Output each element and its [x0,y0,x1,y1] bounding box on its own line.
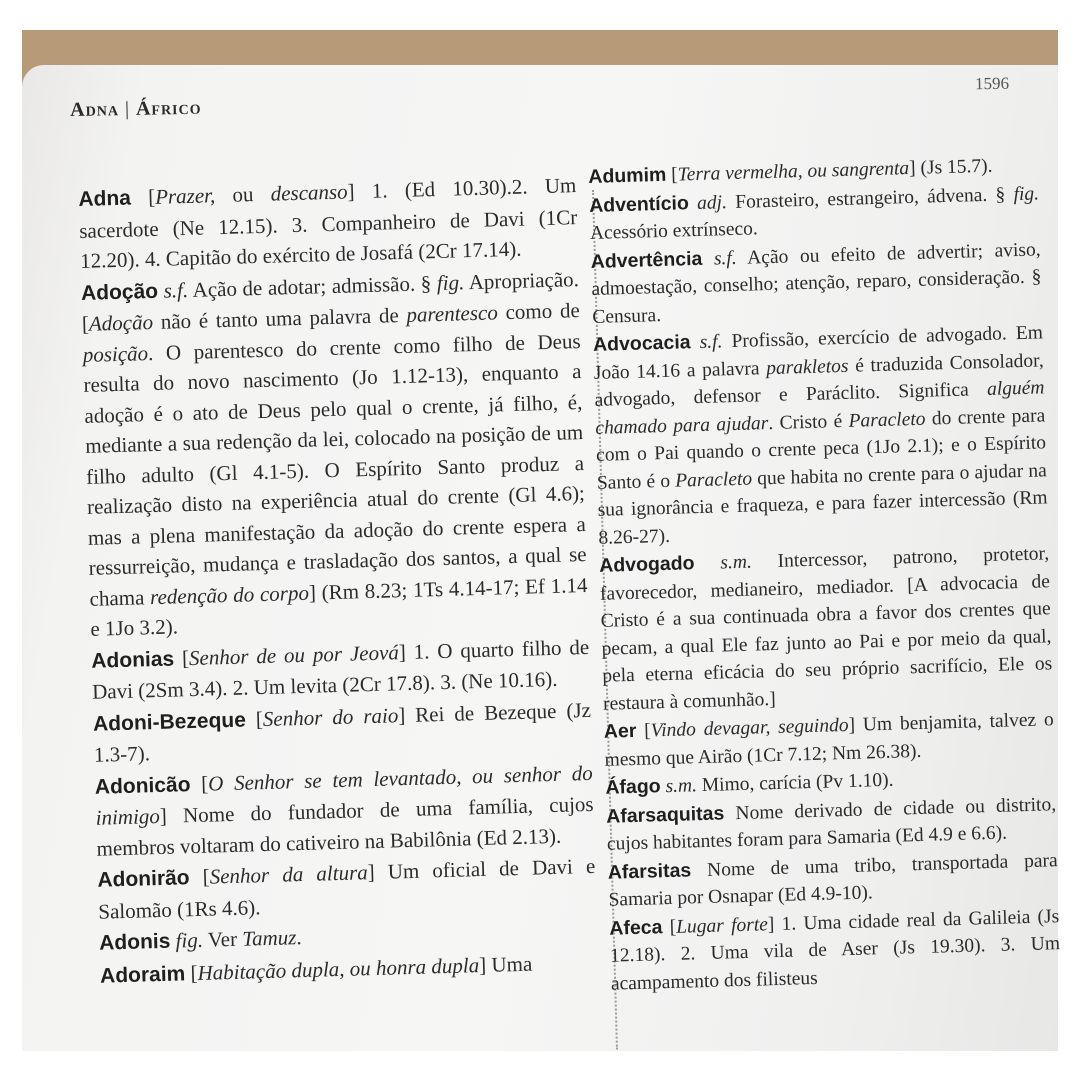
entry-text: fig. [1013,182,1040,205]
entry-text: [ [184,960,198,985]
dictionary-entry [593,319,1049,551]
entry-text: s.f. [163,277,189,303]
entry-text: Forasteiro, estrangeiro, ádvena. § [726,183,1014,213]
entry-text: que habita no crente para o ajudar na sua ignorância e fraqueza, e para fazer intercessão (Rm 8.26-27). [597,459,1048,549]
entry-term: Adonirão [97,866,190,892]
entry-text: posição [82,340,149,367]
entry-text: não é tanto uma palavra de [152,302,407,334]
entry-text: fig. [436,269,465,295]
entry-text: do crente para com o Pai quando o crente peca (1Jo 2.1); e o Espírito Santo é o [595,404,1047,494]
entry-term: Adumim [588,163,667,188]
entry-text: Tamuz [241,925,297,951]
entry-text: Habitação dupla, ou honra dupla [197,952,480,985]
entry-term: Adoni-Bezeque [92,708,247,736]
entry-text: s.f. [713,247,737,270]
entry-text: s.f. [699,331,723,353]
left-column [78,170,598,993]
entry-text: [ [173,645,190,670]
entry-text: ] Uma [478,951,533,977]
dictionary-entry [590,236,1042,331]
dictionary-entry [609,903,1061,998]
entry-text: Profissão, exercício de advogado. Em João 14.16 a palavra [593,322,1044,384]
right-column [588,151,1061,998]
header-separator: | [124,97,131,121]
entry-text: como de [497,298,581,325]
entry-term: Adoraim [99,961,186,988]
entry-text: Lugar forte [675,913,769,938]
entry-text: . [295,925,302,950]
entry-text: parakletos [765,355,849,379]
entry-term: Afarsitas [607,858,692,884]
entry-text: Adoção [88,309,154,336]
entry-text: Prazer, [154,183,216,209]
entry-text: é traduzida Consolador, advogado, defensor e Paráclito. Significa [594,349,1044,411]
entry-text: ] (Js 15.7). [908,155,993,180]
entry-text: Intercessor, patrono, protetor, favorecedor, medianeiro, mediador. [A advocacia de Cristo é a sua continuada obra a favor dos crentes que pecam, a qual Ele faz junto ao Pai e por meio da qual, pela eterna eficácia do seu próprio sacrifício, Ele os restaura à comunhão.] [599,543,1053,715]
entry-text: Ver [202,926,243,952]
entry-text: s.m. [720,551,753,574]
entry-text: [ [666,164,679,186]
entry-text: Senhor da altura [209,860,369,889]
entry-text: Acessório extrínseco. [589,218,759,244]
entry-term: Afeca [609,915,663,940]
entry-text: Paracleto [848,408,926,432]
entry-text: [ [662,916,677,938]
dictionary-entry [94,757,594,863]
entry-text: Vindo devagar, seguindo [650,714,849,742]
entry-text: parentesco [406,300,499,327]
entry-term: Advertência [590,247,703,273]
entry-text: [ [636,720,652,742]
entry-text: fig. [175,927,204,953]
running-header [70,97,202,122]
entry-text: ] Rei de Bezeque (Jz 1.3-7). [93,697,592,767]
entry-text: ] (Rm 8.23; 1Ts 4.14-17; Ef 1.14 e 1Jo 3.2). [90,572,588,641]
entry-term: Adonias [90,647,175,673]
entry-text [694,552,720,574]
entry-text: [ [245,706,264,732]
header-first-entry: Adna [70,98,120,121]
entry-text: Senhor do raio [262,702,399,731]
entry-term: Adoção [80,279,159,305]
entry-text: alguém chamado para ajudar [595,377,1045,439]
entry-text: ] Nome do fundador de uma família, cujos membros voltaram do cativeiro na Babilônia (Ed 2.13). [96,791,594,861]
dictionary-entry [78,170,578,276]
entry-term: Afarsaquitas [605,801,725,828]
entry-text: adj. [696,191,728,214]
entry-text [702,248,714,269]
entry-text: descanso [270,179,348,206]
entry-text: [ [189,864,211,890]
header-last-entry: Áfrico [135,96,202,120]
entry-text: redenção do corpo [149,580,310,609]
entry-text: . Cristo é [768,410,849,434]
entry-text: Nome derivado de cidade ou distrito, cujos habitantes foram para Samaria (Ed 4.9 e 6.6). [606,793,1057,855]
entry-text: ] Um oficial de Davi e Salomão (1Rs 4.6). [97,853,596,924]
entry-text: ] 1. Uma cidade real da Galileia (Js 12.18). 2. Uma vila de Aser (Js 19.30). 3. Um acampamento dos filisteus [609,905,1061,995]
dictionary-entry [599,540,1053,718]
entry-text: ou [214,181,271,208]
entry-term: Advogado [598,552,695,577]
entry-text: Senhor de ou por Jeová [188,639,400,670]
entry-term: Aer [603,719,637,743]
entry-term: Adonis [98,929,171,955]
dictionary-entry [81,264,589,645]
entry-term: Adventício [588,191,690,217]
entry-text: Terra vermelha, ou sangrenta [677,158,910,186]
entry-text: Apropriação. [ [81,266,580,336]
entry-text: Paracleto [674,468,753,492]
entry-text: [ [130,184,156,210]
entry-text: Mimo, carícia (Pv 1.10). [696,769,894,797]
entry-term: Advocacia [592,331,691,356]
entry-text: Ação ou efeito de advertir; aviso, admoestação, conselho; atenção, reparo, consideração. § Censura. [591,238,1042,328]
entry-term: Adonicão [94,772,191,799]
entry-text: ] Um benjamita, talvez o mesmo que Airão (1Cr 7.12; Nm 26.38). [604,709,1054,771]
entry-term: Adna [78,186,132,211]
entry-text: Ação de adotar; admissão. § [187,270,438,302]
entry-term: Áfago [605,775,661,799]
entry-text: . O parentesco do crente como filho de Deus resulta do novo nascimento (Jo 1.12-13), enquanto a adoção é o ato de Deus pelo qual o crente, já filho, é, mediante a sua redenção da lei, colocado na posição de um filho adulto (Gl 4.1-5). O Espírito Santo produz a realização disto na experiência atual do crente (Gl 4.6); mas a plena manifestação da adoção do crente espera a ressurreição, mudança e trasladação dos santos, a qual se chama [83,328,587,611]
entry-text: Nome de uma tribo, transportada para Samaria por Osnapar (Ed 4.9-10). [608,849,1058,911]
entry-text: [ [190,771,209,796]
page-number: 1596 [974,73,1010,94]
entry-text: ] 1. O quarto filho de Davi (2Sm 3.4). 2. Um levita (2Cr 17.8). 3. (Ne 10.16). [91,634,590,704]
entry-text: O Senhor se tem levantado, ou senhor do inimigo [95,760,593,830]
entry-text: ] 1. (Ed 10.30).2. Um sacerdote (Ne 12.15). 3. Companheiro de Davi (1Cr 12.20). 4. Capitão do exército de Josafá (2Cr 17.14). [78,173,578,273]
entry-text: s.m. [665,775,698,798]
